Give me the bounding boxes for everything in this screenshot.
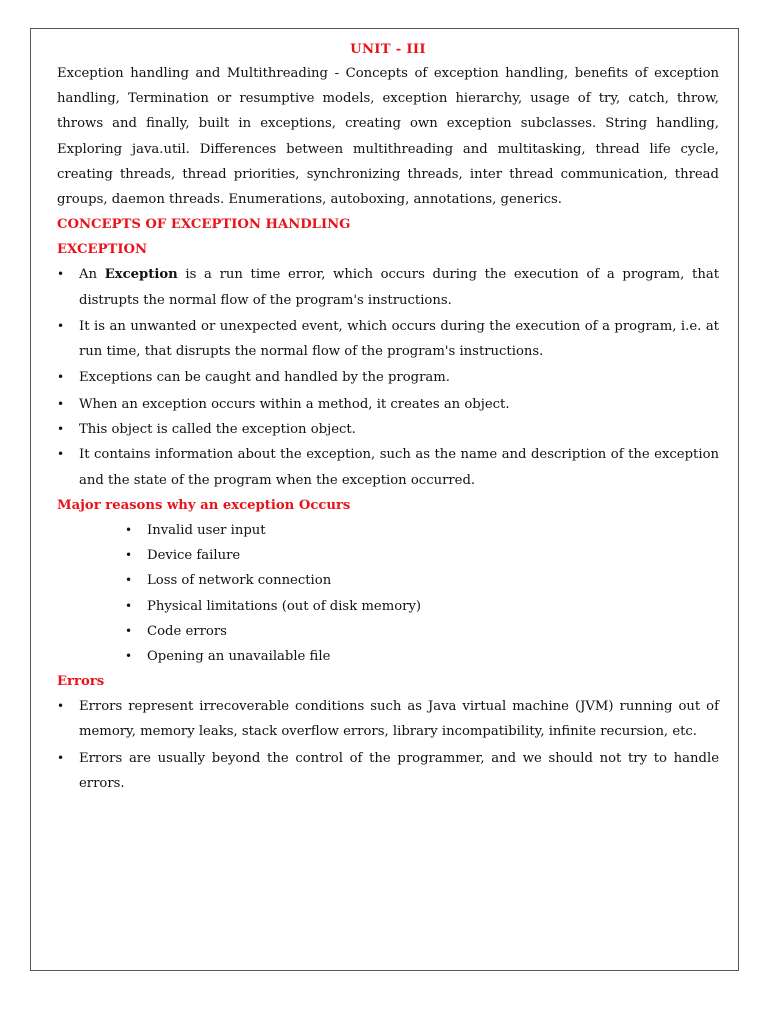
bullet-icon: • (57, 370, 65, 385)
list-item-text: It contains information about the exception, such as the name and description of the exception and the state of the program when the exception occurred. (79, 447, 719, 488)
heading-errors: Errors (57, 674, 105, 690)
list-item-text: An Exception is a run time error, which occurs during the execution of a program, that distrupts the normal flow of the program's instructions. (79, 267, 719, 308)
list-item (57, 262, 719, 313)
bullet-icon: • (125, 548, 133, 563)
heading-concepts: CONCEPTS OF EXCEPTION HANDLING (57, 217, 351, 233)
list-item-text: Loss of network connection (147, 573, 332, 589)
list-item (125, 644, 719, 669)
bullet-icon: • (125, 522, 133, 537)
syllabus-intro: Exception handling and Multithreading - Concepts of exception handling, benefits of exception handling, Termination or resumptive models, exception hierarchy, usage of try, catch, throw, throws and finally, built in exceptions, creating own exception subclasses. String handling, Exploring java.util. Differences between multithreading and multitasking, thread life cycle, creating threads, thread priorities, synchronizing threads, inter thread communication, thread groups, daemon threads. Enumerations, autoboxing, annotations, generics. (57, 66, 719, 208)
list-item-text: Device failure (147, 548, 241, 564)
list-item (57, 746, 719, 797)
exception-bullet-list (57, 262, 719, 493)
bullet-icon: • (57, 396, 65, 411)
list-item-text: Errors represent irrecoverable conditions such as Java virtual machine (JVM) running out of memory, memory leaks, stack overflow errors, library incompatibility, infinite recursion, etc. (79, 699, 719, 740)
list-item (125, 594, 719, 619)
list-item-text: This object is called the exception object. (79, 422, 356, 437)
list-item (57, 365, 719, 390)
list-item-text: Physical limitations (out of disk memory) (147, 598, 422, 614)
reasons-list (57, 518, 719, 669)
list-item (57, 417, 719, 442)
list-item-text: Opening an unavailable file (147, 648, 331, 664)
list-item (57, 392, 719, 417)
document-content (57, 39, 719, 796)
bullet-icon: • (57, 318, 65, 333)
list-item-text: Invalid user input (147, 522, 266, 538)
bullet-icon: • (57, 267, 65, 282)
bullet-icon: • (57, 699, 65, 714)
list-item-text: When an exception occurs within a method, it creates an object. (79, 396, 510, 412)
list-item (125, 518, 719, 543)
list-item-text: Errors are usually beyond the control of the programmer, and we should not try to handle errors. (79, 750, 719, 791)
list-item-text: It is an unwanted or unexpected event, which occurs during the execution of a program, i.e. at run time, that disrupts the normal flow of the program's instructions. (79, 318, 719, 360)
bullet-icon: • (125, 598, 133, 613)
bullet-icon: • (57, 447, 65, 462)
list-item-text: Exceptions can be caught and handled by the program. (79, 370, 450, 386)
list-item (125, 619, 719, 644)
list-item (125, 568, 719, 593)
list-item-text: Code errors (147, 623, 227, 639)
errors-bullet-list (57, 694, 719, 796)
bullet-icon: • (57, 750, 65, 765)
bullet-icon: • (125, 648, 133, 663)
unit-title: UNIT - III (350, 42, 426, 57)
heading-major-reasons: Major reasons why an exception Occurs (57, 497, 351, 513)
heading-exception: EXCEPTION (57, 242, 148, 258)
list-item (57, 442, 719, 493)
bullet-icon: • (125, 573, 133, 588)
bullet-icon: • (125, 623, 133, 638)
list-item (125, 543, 719, 568)
bullet-icon: • (57, 422, 65, 436)
list-item (57, 694, 719, 745)
list-item (57, 314, 719, 365)
keyword-exception: Exception (104, 267, 178, 283)
